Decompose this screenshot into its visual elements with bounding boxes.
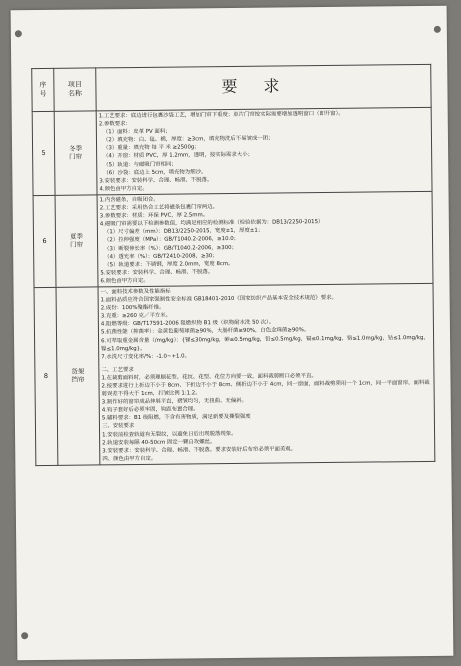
requirement-line: 2.按要求进行上折边不小于 8cm、下折边不小于 8cm、侧折边不小于 4cm，同一窗面，面料裁剪须用一个 1cm，同一平面窗帘，面料裁剪误差不得大于 1cm，打皱比例 1:1.2。 [101,379,430,398]
row-requirements [96,107,432,194]
requirement-line: （1）尺寸偏差（mm）：DB13/2250-2015，宽度±1，厚度±1； [103,227,264,236]
row-number: 6 [33,195,56,287]
requirement-line: 3.参数要求：材质：环保 PVC，厚 2.5mm。 [99,212,209,220]
requirement-line: （2）拉伸强度（MPa）：GB/T1040.2-2006，≥10.0； [103,236,240,244]
requirements-table [31,64,435,466]
requirement-line: 4.颜色由甲方自定。 [99,185,148,193]
item-name-text: 货架 挡帘 [71,368,85,385]
row-item-name [54,111,97,195]
requirement-line: 6.可萃取重金属含量（/mg/kg）：{锑≤30mg/kg，砷≤0.5mg/kg，铅≤0.5mg/kg，镉≤0.1mg/kg，铬≤1.0mg/kg，钴≤1.0mg/kg，镍≤1.0mg/kg}。 [101,334,429,352]
requirement-line: 4.磁吸门帘需要以下检测参数值，均满足相应的检测标准（检验依据为：DB13/2250-2015） [99,219,324,228]
requirement-line: 3.克重：≥260 克／平方米。 [100,312,172,320]
header-number-text: 序 号 [39,80,47,99]
punch-hole [434,26,441,33]
requirement-line: 2.工艺要求：采用热合工艺将磁条包裹门帘两边。 [99,204,219,212]
row-item-name [56,287,100,465]
requirement-line: 四、颜色由甲方自定。 [102,455,157,463]
requirement-line: 2.轨道安装每隔 40-50cm 固定一颗自攻螺丝。 [102,438,216,447]
requirement-line: 3.安装要求：安装科学、合理、畅滑、不脱落。要求安装好后布帘必须平面美观。 [102,446,297,455]
requirement-line: 1.内含磁条，自吸闭合。 [99,196,159,204]
requirement-line: （2）填充物：白、毡、棉，厚度：≥3cm，填充物洗后不易皱成一团； [102,135,274,144]
requirement-line: 7.水洗尺寸变化率/%：-1.0~+1.0。 [101,353,191,361]
requirement-line: 5.安装要求：安装科学、合理、畅滑、不脱落。 [100,268,214,277]
requirement-line: 2.参数要求： [98,121,131,128]
page-title: 要求 [221,75,306,96]
requirement-line: 6.颜色由甲方自定。 [100,277,149,285]
table-header-row [32,64,431,111]
requirement-line: （5）轨道要求：不锈钢，厚度 2.0mm，宽度 8cm。 [104,260,234,269]
requirement-line: （1）面料：皮革 PV 面料； [102,128,171,136]
item-name-text: 冬季 门帘 [69,145,83,162]
requirement-line: （5）轨道：与磁吸门帘相同； [103,161,177,168]
table-row [32,107,432,195]
header-item-name-text: 项目 名称 [67,80,83,98]
requirement-line: 5.抗菌性能（抑菌率）：金黄色葡萄球菌≥90%，大肠杆菌≥90%，白色念珠菌≥90%。 [100,327,310,336]
requirement-line: 1.安装前检查轨道有无裂纹，以避免日后出现脱落现象。 [102,430,237,438]
requirement-line: 1.工艺要求：底边进行包裹沙袋工艺，增加门帘下垂度；单片门帘按实际需要增加透明窗口（即开窗）。 [98,110,344,120]
table-row [34,283,435,465]
punch-hole [21,632,28,639]
requirement-line: （3）重量：填充物 每 平 米 ≥2500g； [103,144,200,152]
requirement-line: 二、工艺要求 [101,366,134,374]
header-item-name [54,68,96,111]
header-number [32,68,54,111]
requirement-line: 2.成份：100%聚酯纤维。 [100,304,165,312]
requirement-line: 一、面料技术参数及性能指标 [100,288,171,296]
requirement-line: 4.阻燃等级：GB/T17591-2006 阻燃织物 B1 级（织物耐水洗 50 次）。 [100,319,275,328]
requirement-line: （4）透光率（%）：GB/T2410-2008，≥30； [104,252,218,260]
item-name-text: 夏季 门帘 [69,233,84,250]
row-number: 5 [32,111,55,195]
document-page [11,6,454,661]
requirement-line: （6）沙袋：底边上 5cm，填充物为细沙。 [103,168,207,176]
table-row [33,191,433,287]
requirement-line: 3.制作好的窗帘成品伸展平直，褶皱均匀，无扭曲、无偏斜。 [101,398,248,406]
row-requirements [97,191,433,287]
requirement-line: （4）开窗：材质 PVC，厚 1.2mm，透明，按实际需求大小； [103,152,254,160]
requirement-line: 4.钩子套好后必须牢固，钩距布置合理。 [101,406,199,414]
requirement-line: 3.安装要求：安装科学、合理、畅滑、不脱落。 [99,176,213,185]
requirement-line: 5.辅料要求：B1 级阻燃，不含有害物质，满足新要及撕裂强度 [101,414,251,422]
requirement-line: 三、安装要求 [101,423,135,430]
header-requirements [96,64,431,111]
requirement-line: 1.面料品质应符合国家强制性安全标准 GB18401-2010《国家纺织产品基本安全技术规范》要求。 [100,294,337,304]
row-requirements [98,283,435,464]
requirement-line: （3）断裂伸长率（%）：GB/T1040.2-2006，≥300； [104,244,237,252]
row-item-name [55,195,98,287]
row-number: 8 [34,287,58,465]
punch-hole [15,30,22,37]
requirement-line: 1.在裁剪面料时，必须理顺花型、花纹、花型、花位方向要一致，面料裁剪断口必须平直。 [101,373,317,382]
